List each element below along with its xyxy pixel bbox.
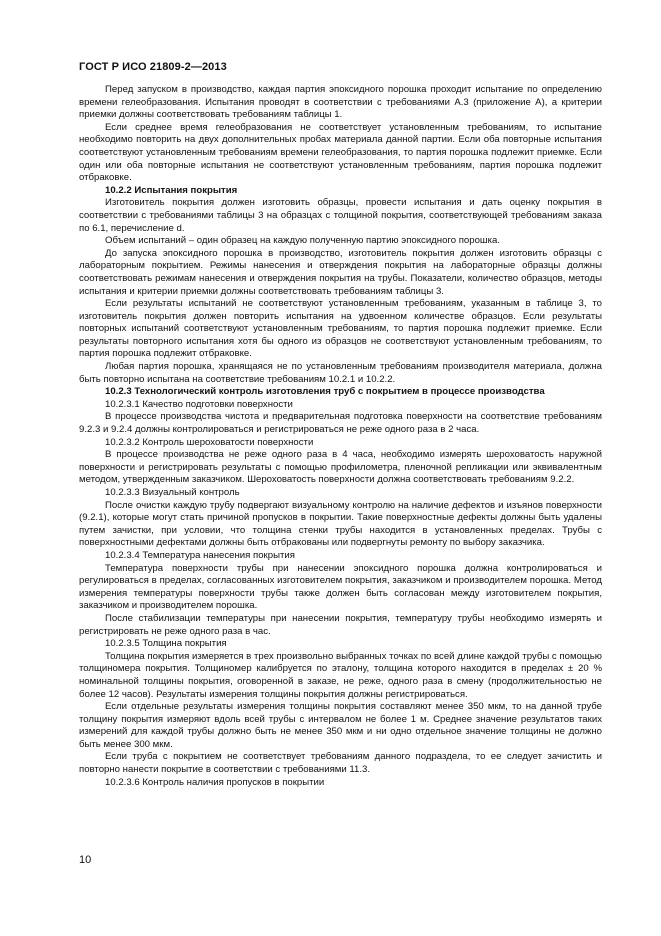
subsection-heading: 10.2.3.2 Контроль шероховатости поверхности bbox=[105, 436, 314, 448]
paragraph: Если отдельные результаты измерения толщины покрытия составляют менее 350 мкм, то на данной трубе толщину покрытия измеряют вдоль всей трубы с интервалом не более 1 м. Среднее значение результатов таких измерений для каждой трубы должно быть не менее 350 мкм и ни одно отдельное значение толщины не должно быть менее 300 мкм. bbox=[79, 701, 602, 750]
subsection-heading: 10.2.3.5 Толщина покрытия bbox=[105, 638, 227, 650]
paragraph: В процессе производства не реже одного раза в 4 часа, необходимо измерять шероховатость наружной поверхности и регистрировать результаты с помощью профилометра, пленочной репликации или эквивалентным методом, утвержденным заказчиком. Шероховатость поверхности должна соответствовать требованиям 9.2.2. bbox=[79, 449, 602, 486]
paragraph: Изготовитель покрытия должен изготовить образцы, провести испытания и дать оценку покрытия в соответствии с требованиями таблицы 3 на образцах с толщиной покрытия, соответствующей требованиям заказа по 6.1, перечисление d. bbox=[79, 197, 602, 234]
page-number: 10 bbox=[79, 854, 92, 866]
paragraph: Перед запуском в производство, каждая партия эпоксидного порошка проходит испытание по определению времени гелеобразования. Испытания проводят в соответствии с требованиями А.3 (приложение А), а критерии приемки должны соответствовать требованиям таблицы 1. bbox=[79, 84, 602, 121]
paragraph: Любая партия порошка, хранящаяся не по установленным требованиям производителя материала, должна быть повторно испытана на соответствие требованиям 10.2.1 и 10.2.2. bbox=[79, 361, 602, 385]
subsection-heading: 10.2.3.6 Контроль наличия пропусков в покрытии bbox=[105, 776, 325, 788]
paragraph: В процессе производства чистота и предварительная подготовка поверхности на соответствие требованиям 9.2.3 и 9.2.4 должны контролироваться и регистрироваться не реже одного раза в 2 часа. bbox=[79, 411, 602, 436]
paragraph: Объем испытаний – один образец на каждую полученную партию эпоксидного порошка. bbox=[105, 235, 501, 247]
paragraph: Толщина покрытия измеряется в трех произвольно выбранных точках по всей длине каждой трубы с помощью толщиномера покрытия. Толщиномер калибруется по эталону, толщина которого находится в пределах ± 20 % номинальной толщины покрытия, оговоренной в заказе, не реже, одного раза в смену (продолжительностью не более 12 часов). Результаты измерения толщины покрытия должны регистрироваться. bbox=[79, 650, 602, 700]
paragraph: Если результаты испытаний не соответствуют установленным требованиям, указанным в таблице 3, то изготовитель покрытия должен повторить испытания на удвоенном количестве образцов. Если результаты повторных испытаний соответствуют установленным требованиям, то партия порошка подлежит приемке. Если результаты повторного испытания хотя бы одного из образцов не соответствуют установленным требованиям, то партия порошка подлежит отбраковке. bbox=[79, 298, 602, 360]
document-body bbox=[79, 84, 602, 789]
subsection-heading: 10.2.3.1 Качество подготовки поверхности bbox=[105, 398, 293, 410]
paragraph: После очистки каждую трубу подвергают визуальному контролю на наличие дефектов и изъянов поверхности (9.2.1), которые могут стать причиной пропусков в покрытии. Такие поверхностные дефекты должны быть удалены путем зачистки, при условии, что толщина стенки трубы находится в установленных пределах. Трубы с поверхностными дефектами должны быть отбракованы или подвергнуты ремонту по выбору заказчика. bbox=[79, 499, 602, 549]
subsection-heading: 10.2.3.4 Температура нанесения покрытия bbox=[105, 549, 295, 561]
document-header: ГОСТ Р ИСО 21809-2—2013 bbox=[79, 61, 227, 73]
section-heading: 10.2.3 Технологический контроль изготовления труб с покрытием в процессе производства bbox=[105, 386, 545, 398]
subsection-heading: 10.2.3.3 Визуальный контроль bbox=[105, 487, 240, 498]
section-heading: 10.2.2 Испытания покрытия bbox=[105, 184, 238, 196]
paragraph: До запуска эпоксидного порошка в производство, изготовитель покрытия должен изготовить образцы с лабораторным покрытием. Режимы нанесения и отверждения покрытия на лабораторные образцы должны соответствовать режимам нанесения и отверждения покрытия на трубы. Показатели, количество образцов, методы испытания и критерии приемки должны соответствовать требованиям таблицы 3. bbox=[79, 247, 602, 297]
paragraph: Если труба с покрытием не соответствует требованиям данного подраздела, то ее следует зачистить и повторно нанести покрытие в соответствии с требованиями 11.3. bbox=[79, 751, 602, 776]
paragraph: После стабилизации температуры при нанесении покрытия, температуру трубы необходимо измерять и регистрировать не реже одного раза в час. bbox=[79, 612, 602, 637]
paragraph: Если среднее время гелеобразования не соответствует установленным требованиям, то испытание необходимо повторить на двух дополнительных пробах материала данной партии. Если оба повторные испытания соответствуют установленным требованиям времени гелеобразования, то партия порошка подлежит приемке. Если один или оба повторные испытания не соответствуют установленным требованиям, партия порошка подлежит отбраковке. bbox=[79, 121, 602, 184]
paragraph: Температура поверхности трубы при нанесении эпоксидного порошка должна контролироваться и регулироваться в пределах, согласованных изготовителем покрытия, заказчиком и производителем порошка. Метод измерения температуры поверхности трубы также должен быть согласован между изготовителем покрытия, заказчиком и производителем порошка. bbox=[79, 562, 602, 612]
